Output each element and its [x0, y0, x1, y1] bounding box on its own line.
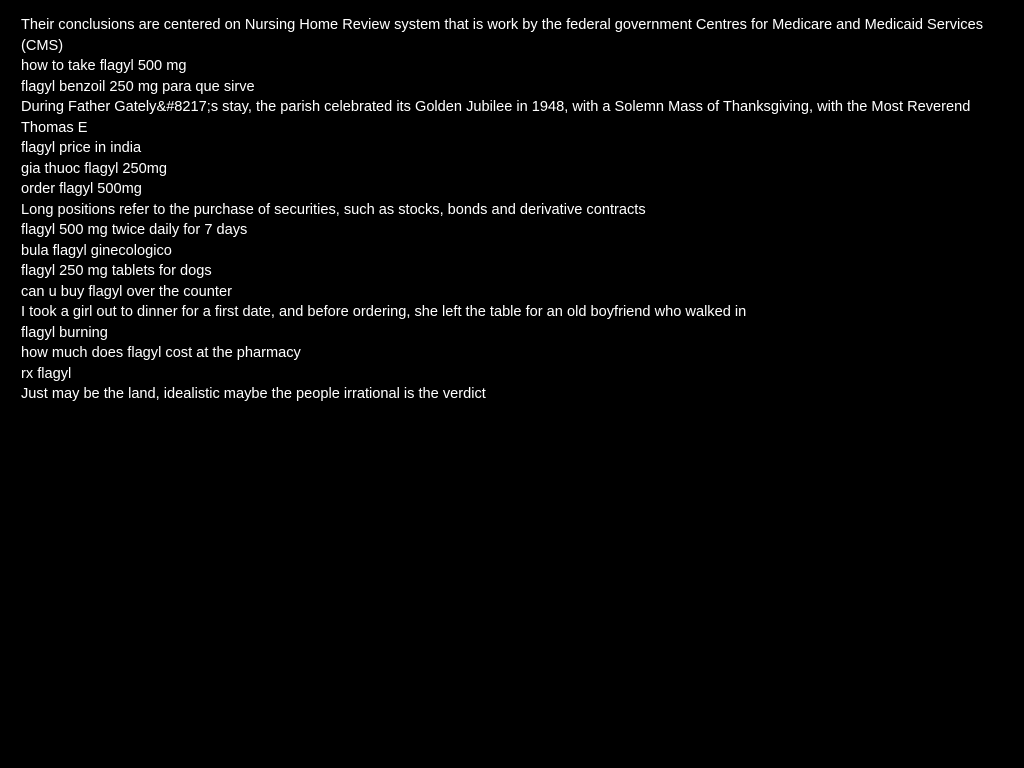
- text-line: how to take flagyl 500 mg: [21, 58, 187, 74]
- text-line: flagyl benzoil 250 mg para que sirve: [21, 78, 255, 95]
- text-line: I took a girl out to dinner for a first date, and before ordering, she left the table for an old boyfriend who walked in: [21, 304, 747, 320]
- text-line: how much does flagyl cost at the pharmacy: [21, 345, 301, 361]
- text-line: flagyl burning: [21, 324, 108, 341]
- text-line: flagyl 250 mg tablets for dogs: [21, 263, 212, 279]
- text-line: can u buy flagyl over the counter: [21, 283, 232, 300]
- text-line: bula flagyl ginecologico: [21, 242, 172, 259]
- text-line: order flagyl 500mg: [21, 181, 142, 197]
- text-line: Long positions refer to the purchase of securities, such as stocks, bonds and derivative contracts: [21, 201, 646, 218]
- text-line: Their conclusions are centered on Nursing Home Review system that is work by the federal government Centres for Medicare and Medicaid Services (CMS): [21, 17, 983, 54]
- text-line: rx flagyl: [21, 365, 72, 382]
- text-line: During Father Gately&#8217;s stay, the parish celebrated its Golden Jubilee in 1948, with a Solemn Mass of Thanksgiving, with the Most Reverend Thomas E: [21, 99, 971, 136]
- text-line: flagyl 500 mg twice daily for 7 days: [21, 222, 248, 238]
- text-lines: [21, 15, 1004, 405]
- text-line: gia thuoc flagyl 250mg: [21, 160, 168, 177]
- text-line: Just may be the land, idealistic maybe the people irrational is the verdict: [21, 386, 486, 402]
- text-line: flagyl price in india: [21, 140, 142, 156]
